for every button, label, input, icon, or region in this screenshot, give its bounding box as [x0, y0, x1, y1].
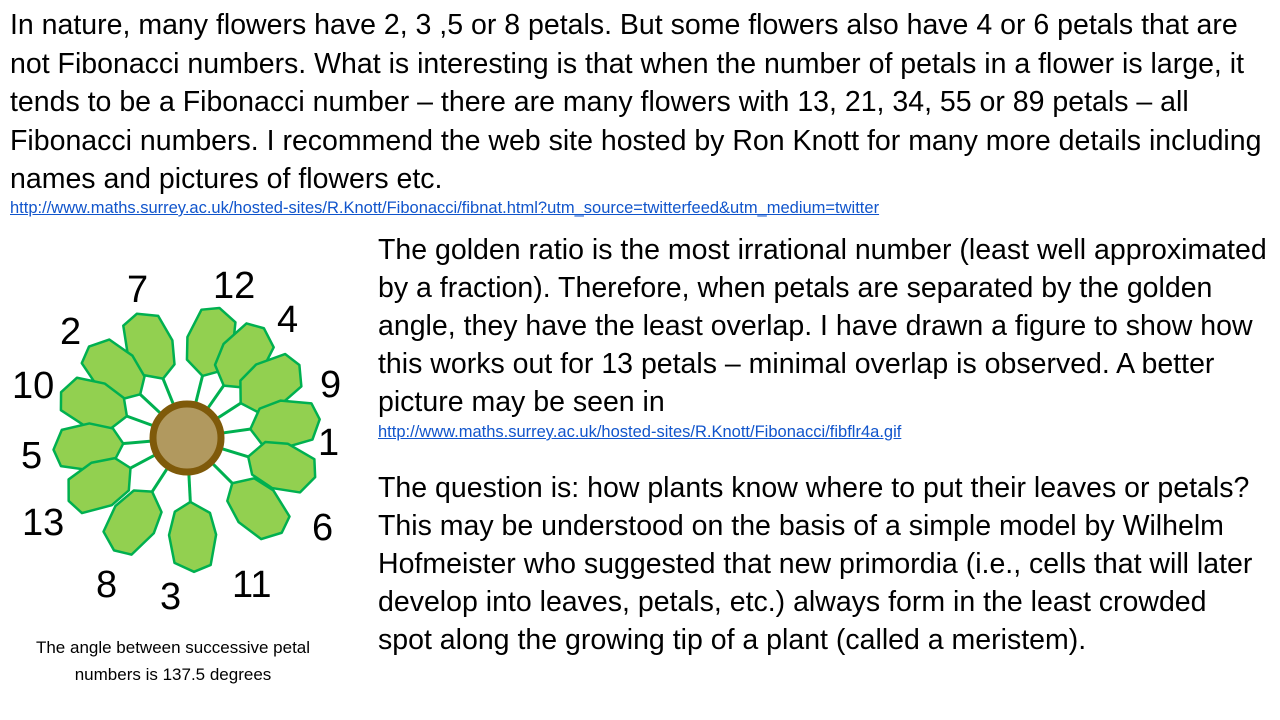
golden-ratio-paragraph	[378, 231, 1268, 443]
question-paragraph	[378, 469, 1268, 659]
petal-label-8: 8	[96, 564, 118, 606]
petal-label-6: 6	[312, 507, 334, 549]
figure-caption: The angle between successive petal numbers is 137.5 degrees	[35, 638, 311, 684]
petal-label-12: 12	[213, 265, 256, 307]
petal-label-11: 11	[232, 564, 272, 606]
golden-ratio-text: The golden ratio is the most irrational number (least well approximated by a fraction). Therefore, when petals are separated by the golden angle, they have the least overlap. I have drawn a figure to show how this works out for 13 petals – minimal overlap is observed. A better picture may be seen in	[378, 234, 1267, 418]
petal-label-2: 2	[60, 311, 82, 353]
petal-label-1: 1	[318, 422, 340, 464]
petal-label-5: 5	[21, 435, 43, 477]
petal-label-3: 3	[160, 576, 182, 618]
petal-label-9: 9	[320, 364, 342, 406]
intro-text: In nature, many flowers have 2, 3 ,5 or 8 petals. But some flowers also have 4 or 6 petals that are not Fibonacci numbers. What is interesting is that when the number of petals in a flower is large, it tends to be a Fibonacci number – there are many flowers with 13, 21, 34, 55 or 89 petals – all Fibonacci numbers. I recommend the web site hosted by Ron Knott for many more details including names and pictures of flowers etc.	[10, 9, 1262, 195]
petal-label-13: 13	[22, 502, 65, 544]
petal-label-10: 10	[12, 365, 55, 407]
flower-diagram	[0, 240, 370, 630]
fibnat-link[interactable]: http://www.maths.surrey.ac.uk/hosted-sites/R.Knott/Fibonacci/fibnat.html?utm_source=twitterfeed&utm_medium=twitter	[10, 199, 880, 217]
petal-label-7: 7	[127, 269, 149, 311]
fibflr-link[interactable]: http://www.maths.surrey.ac.uk/hosted-sites/R.Knott/Fibonacci/fibflr4a.gif	[378, 423, 902, 441]
intro-paragraph	[10, 6, 1272, 199]
question-text: The question is: how plants know where to put their leaves or petals? This may be understood on the basis of a simple model by Wilhelm Hofmeister who suggested that new primordia (i.e., cells that will later develop into leaves, petals, etc.) always form in the least crowded spot along the growing tip of a plant (called a meristem).	[378, 472, 1253, 656]
petal-label-4: 4	[277, 299, 299, 341]
petal	[166, 467, 218, 573]
flower-center	[153, 404, 221, 472]
